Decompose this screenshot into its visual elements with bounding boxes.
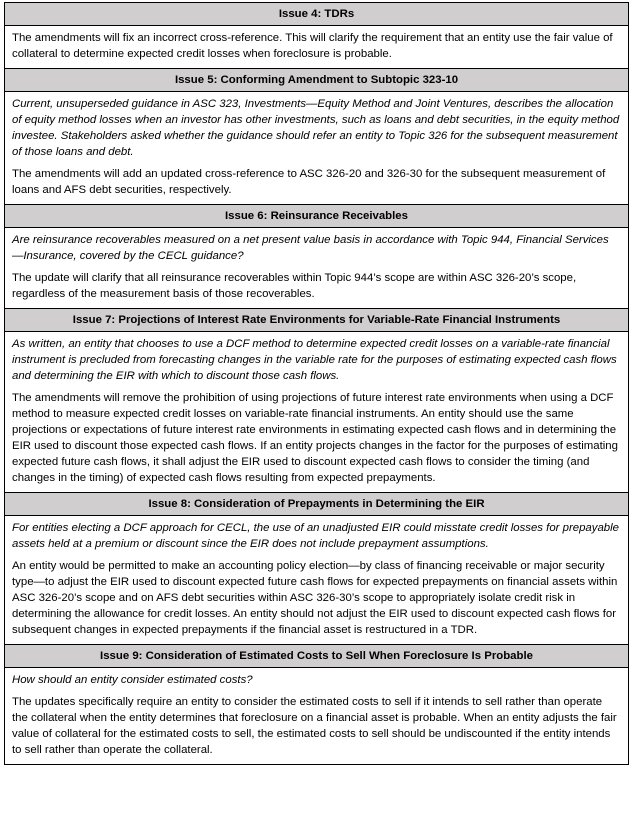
issue-4-paragraph-1: The amendments will fix an incorrect cross-reference. This will clarify the requirement that an entity use the fair value of collateral to determine expected credit losses when foreclosure is probable.: [12, 32, 613, 60]
issue-6-body: [5, 228, 628, 309]
issue-5-body: [5, 92, 628, 205]
issue-9-body: [5, 668, 628, 764]
issue-9-header: Issue 9: Consideration of Estimated Costs to Sell When Foreclosure Is Probable: [5, 645, 628, 668]
issue-8-question: For entities electing a DCF approach for CECL, the use of an unadjusted EIR could misstate credit losses for prepayable assets held at a premium or discount since the EIR does not include prepayment assumptions.: [12, 522, 619, 550]
issue-7-header: Issue 7: Projections of Interest Rate Environments for Variable-Rate Financial Instruments: [5, 309, 628, 332]
issue-6-header: Issue 6: Reinsurance Receivables: [5, 205, 628, 228]
issues-table: [4, 2, 629, 765]
issue-4-body: [5, 26, 628, 69]
issue-7-question: As written, an entity that chooses to use a DCF method to determine expected credit losses on a variable-rate financial instrument is precluded from forecasting changes in the variable rate for the purposes of estimating expected cash flows and determining the EIR with which to discount those cash flows.: [12, 338, 617, 382]
issue-9-question: How should an entity consider estimated costs?: [12, 674, 253, 686]
issue-6-question: Are reinsurance recoverables measured on a net present value basis in accordance with Topic 944, Financial Services—Insurance, covered by the CECL guidance?: [12, 234, 609, 262]
issue-6-answer: The update will clarify that all reinsurance recoverables within Topic 944’s scope are within ASC 326-20’s scope, regardless of the measurement basis of those recoverables.: [12, 272, 577, 300]
issue-7-answer: The amendments will remove the prohibition of using projections of future interest rate environments when using a DCF method to measure expected credit losses on variable-rate financial instruments. An entity should use the same projections or expectations of future interest rate environments in estimating expected cash flows and in determining the EIR used to discount those expected cash flows. If an entity projects changes in the factor for the purposes of estimating expected future cash flows, it shall adjust the EIR used to discount expected cash flows to consider the timing (and changes in the timing) of expected cash flows resulting from expected prepayments.: [12, 392, 618, 484]
issue-7-body: [5, 332, 628, 493]
issue-5-question: Current, unsuperseded guidance in ASC 323, Investments—Equity Method and Joint Ventures, describes the allocation of equity method losses when an investor has other investments, such as loans and debt securities, in the equity method investee. Stakeholders asked whether the guidance should refer an entity to Topic 326 for the subsequent measurement of those loans and debt.: [12, 98, 620, 158]
issue-9-answer: The updates specifically require an entity to consider the estimated costs to sell if it intends to sell rather than operate the collateral when the entity determines that foreclosure on a financial asset is probable. When an entity adjusts the fair value of collateral for the estimated costs to sell, the estimated costs to sell should be undiscounted if the entity intends to sell rather than operate the collateral.: [12, 696, 617, 756]
issue-5-header: Issue 5: Conforming Amendment to Subtopic 323-10: [5, 69, 628, 92]
issue-8-answer: An entity would be permitted to make an accounting policy election—by class of financing receivable or major security type—to adjust the EIR used to discount expected future cash flows for expected prepayments on financial assets within ASC 326-20’s scope and on AFS debt securities within ASC 326-30’s scope to appropriately isolate credit risk in determining the allowance for credit losses. An entity should not adjust the EIR used to discount expected cash flows for subsequent changes in expected prepayments if the financial asset is restructured in a TDR.: [12, 560, 618, 636]
issue-8-body: [5, 516, 628, 645]
issue-8-header: Issue 8: Consideration of Prepayments in Determining the EIR: [5, 493, 628, 516]
issue-5-answer: The amendments will add an updated cross-reference to ASC 326-20 and 326-30 for the subsequent measurement of loans and AFS debt securities, respectively.: [12, 168, 606, 196]
issue-4-header: Issue 4: TDRs: [5, 3, 628, 26]
